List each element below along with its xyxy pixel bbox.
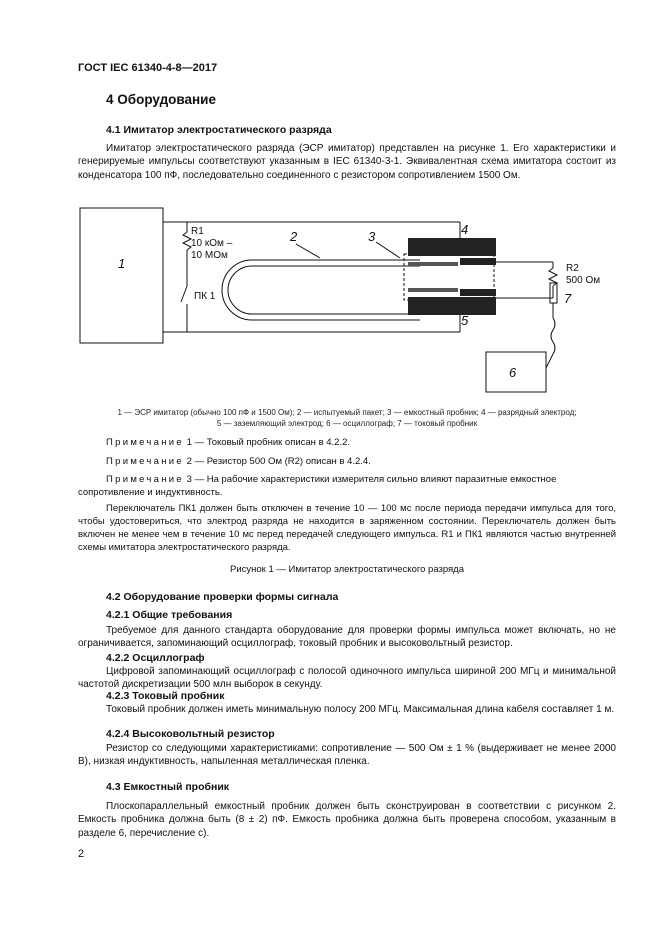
label-r2: R2 [566, 263, 579, 274]
note-word: Примечание [106, 456, 184, 467]
section-4-2-3-paragraph: Токовый пробник должен иметь минимальную полосу 200 МГц. Максимальная длина кабеля составляет 1 м. [106, 704, 615, 715]
figure-1-caption: Рисунок 1 — Имитатор электростатического разряда [229, 564, 464, 575]
ground-electrode [408, 297, 496, 315]
label-r1-val1: 10 кОм – [191, 238, 233, 249]
section-4-2-1-title: 4.2.1 Общие требования [106, 609, 233, 621]
esd-simulator-box [80, 208, 163, 343]
note-1 [78, 436, 616, 449]
section-4-2-1-paragraph: Требуемое для данного стандарта оборудование для проверки формы импульса может включать, но не ограничивается, запоминающий осциллограф, токовый пробник и высоковольтный резистор. [78, 625, 616, 650]
section-4-2-4-title: 4.2.4 Высоковольтный резистор [106, 728, 275, 740]
note-2-text: 2 — Резистор 500 Ом (R2) описан в 4.2.4. [186, 456, 371, 467]
label-pk1: ПК 1 [194, 291, 216, 302]
note-2 [78, 455, 616, 468]
section-4-title: 4 Оборудование [106, 92, 216, 107]
label-r1-val2: 10 МОм [191, 250, 228, 261]
note-word: Примечание [106, 437, 184, 448]
label-3: 3 [368, 229, 376, 244]
figure-legend-line-1: 1 — ЭСР имитатор (обычно 100 пФ и 1500 Ом); 2 — испытуемый пакет; 3 — емкостный пробник; 4 — разрядный электрод; [117, 408, 577, 417]
document-header: ГОСТ IEC 61340-4-8—2017 [78, 62, 218, 74]
label-6: 6 [509, 365, 517, 380]
figure-1-diagram [0, 200, 661, 405]
page-number: 2 [78, 848, 85, 860]
section-4-2-4-paragraph: Резистор со следующими характеристиками: сопротивление — 500 Ом ± 1 % (выдерживает не менее 2000 В), низкая индуктивность, напыленная металлическая пленка. [78, 743, 616, 768]
section-4-2-3-title: 4.2.3 Токовый пробник [106, 690, 225, 702]
section-4-2-2-title: 4.2.2 Осциллограф [106, 652, 205, 664]
section-4-1-paragraph: Имитатор электростатического разряда (ЭСР имитатор) представлен на рисунке 1. Его характеристики и генерируемые импульсы соответствуют указанным в IEC 61340-3-1. Эквивалентная схема имитатора состоит из конденсатора 100 пФ, последовательно соединенного с резистором сопротивлением 1500 Ом. [78, 143, 616, 181]
section-4-2-2-paragraph: Цифровой запоминающий осциллограф с полосой одиночного импульса шириной 200 МГц и минимальной частотой дискретизации 500 млн выборок в секунду. [78, 666, 616, 691]
label-7: 7 [564, 291, 572, 306]
label-5: 5 [461, 313, 469, 328]
label-2: 2 [290, 229, 298, 244]
note-1-text: 1 — Токовый пробник описан в 4.2.2. [186, 437, 351, 448]
section-4-3-title: 4.3 Емкостный пробник [106, 781, 230, 793]
label-1: 1 [118, 256, 126, 271]
section-4-2-title: 4.2 Оборудование проверки формы сигнала [106, 591, 339, 603]
label-r2-val: 500 Ом [566, 275, 601, 286]
figure-legend-line-2: 5 — заземляющий электрод; 6 — осциллограф; 7 — токовый пробник [216, 419, 478, 428]
note-3-text: 3 — На рабочие характеристики измерителя сильно влияют паразитные емкостное сопротивление и индуктивность. [78, 474, 557, 498]
switch-paragraph: Переключатель ПК1 должен быть отключен в течение 10 — 100 мс после периода передачи импульса для того, чтобы удостовериться, что электрод разряда не находится в заряженном состоянии. Переключатель должен быть включен не менее чем в течение 10 мс перед передачей следующего импульса. R1 и ПК1 являются частью внутренней схемы имитатора электростатического разряда. [78, 503, 616, 553]
section-4-1-title: 4.1 Имитатор электростатического разряда [106, 124, 332, 136]
note-word: Примечание [106, 474, 184, 485]
label-4: 4 [461, 222, 469, 237]
section-4-3-paragraph: Плоскопараллельный емкостный пробник должен быть сконструирован в соответствии с рисунком 2. Емкость пробника должна быть (8 ± 2) пФ. Емкость пробника должна быть проверена способом, указанным в разделе 6, перечисление с). [78, 801, 616, 839]
note-3 [78, 473, 616, 499]
label-r1: R1 [191, 226, 204, 237]
discharge-electrode [408, 238, 496, 256]
